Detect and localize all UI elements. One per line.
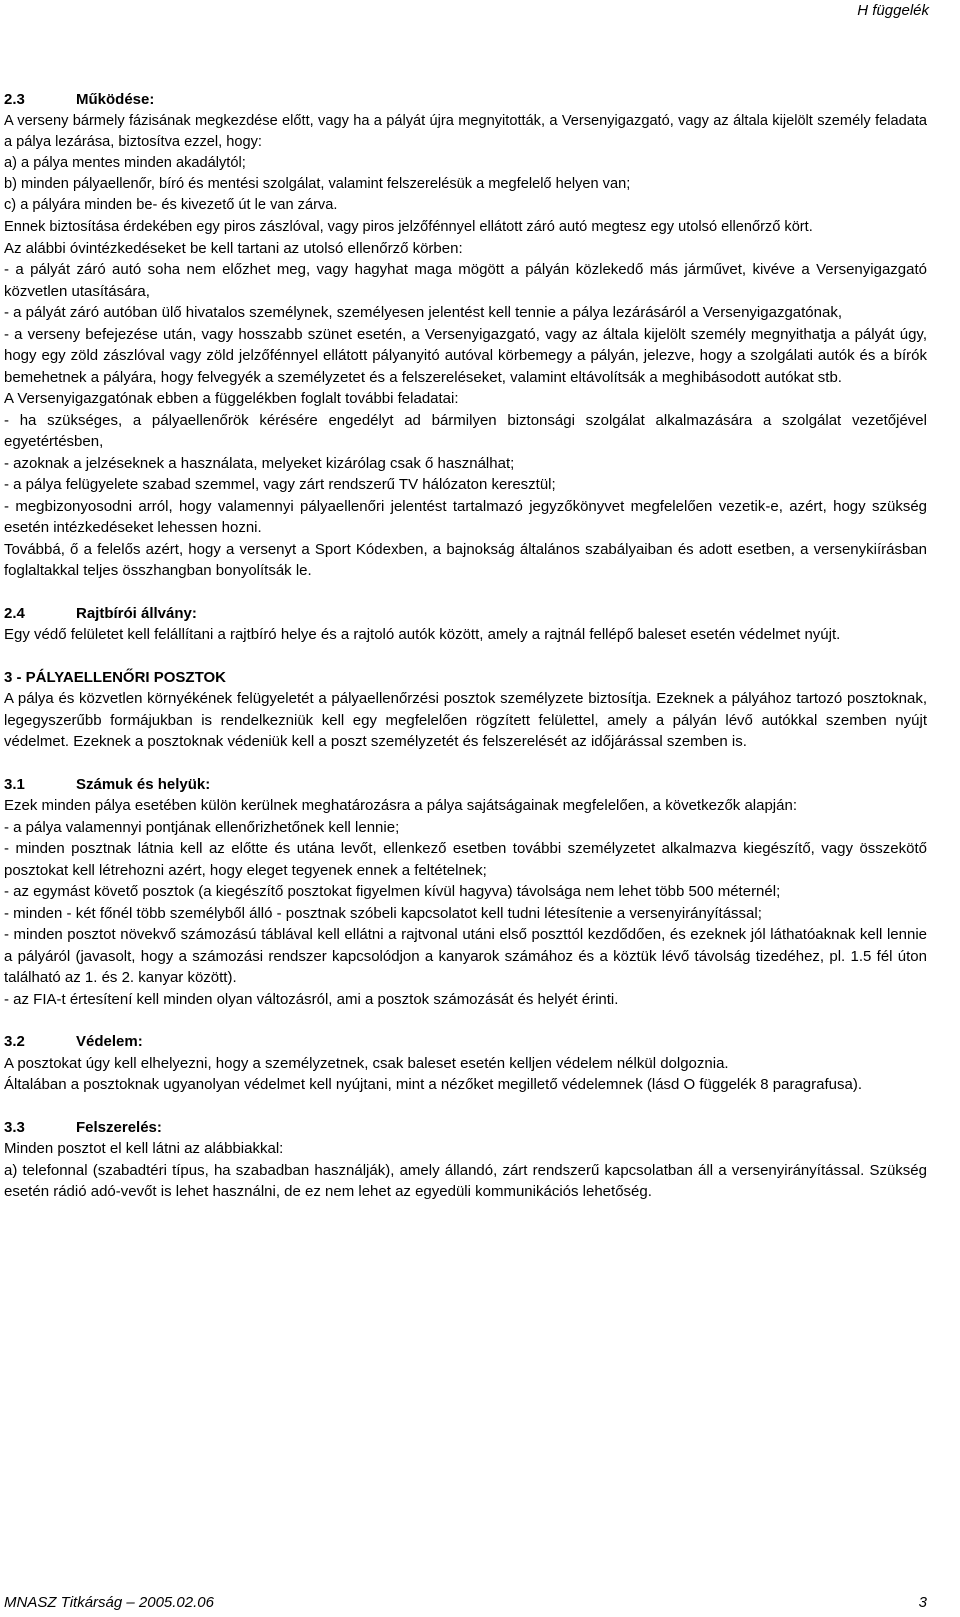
section-title: 3 - PÁLYAELLENŐRI POSZTOK bbox=[4, 668, 226, 686]
paragraph: A verseny bármely fázisának megkezdése előtt, vagy ha a pályát újra megnyitották, a Versenyigazgató, vagy az általa kijelölt személy feladata a pálya lezárása, biztosítva ezzel, hogy: bbox=[4, 112, 927, 150]
section-number: 3.1 bbox=[4, 775, 25, 793]
paragraph: Egy védő felületet kell felállítani a rajtbíró helye és a rajtoló autók között, amely a rajtnál fellépő baleset esetén védelmet nyújt. bbox=[4, 626, 841, 644]
section-title: Felszerelés: bbox=[76, 1118, 162, 1136]
footer-publisher-date: MNASZ Titkárság – 2005.02.06 bbox=[4, 1594, 214, 1611]
paragraph: Ezek minden pálya esetében külön kerülnek meghatározásra a pálya sajátságainak megfelelően, a következők alapján: bbox=[4, 797, 797, 815]
section-2-3-body bbox=[4, 111, 927, 238]
document-body bbox=[4, 89, 927, 1203]
page-footer bbox=[4, 1594, 927, 1612]
section-number: 3.2 bbox=[4, 1033, 25, 1051]
list-item: - a verseny befejezése után, vagy hosszabb szünet esetén, a Versenyigazgató, vagy az általa kijelölt személy megnyithatja a pályát úgy, hogy egy zöld zászlóval vagy zöld jelzőfénnyel ellátott pályanyitó autóval körbemegy a pályán, jelezve, hogy a szolgálati autók és a bírók bemehetnek a pályára, hogy felvegyék a személyzetet és a felszereléseket, valamint eltávolítsák a meghibásodott autókat stb. bbox=[4, 325, 927, 386]
paragraph: A posztokat úgy kell elhelyezni, hogy a személyzetnek, csak baleset esetén kelljen védelem nélkül dolgoznia. bbox=[4, 1054, 729, 1072]
list-item: b) minden pályaellenőr, bíró és mentési szolgálat, valamint felszerelésük a megfelelő helyen van; bbox=[4, 176, 631, 193]
paragraph: Általában a posztoknak ugyanolyan védelmet kell nyújtani, mint a nézőket megillető védelemnek (lásd O függelék 8 paragrafusa). bbox=[4, 1076, 862, 1094]
list-item: - a pályát záró autóban ülő hivatalos személynek, személyesen jelentést kell tennie a pálya lezárásáról a Versenyigazgatónak, bbox=[4, 304, 842, 322]
section-heading-2-3 bbox=[4, 89, 927, 111]
section-heading-3-2 bbox=[4, 1031, 927, 1053]
list-item: - a pálya valamennyi pontjának ellenőrizhetőnek kell lennie; bbox=[4, 818, 400, 836]
list-item: - minden posztot növekvő számozású táblával kell ellátni a rajtvonal utáni első poszttól kezdődően, és ezeknek jól láthatóaknak kell lennie a pályáról (javasolt, hogy a számozási rendszer kapcsolódjon a kanyarok számához és a köztük lévő távolság tizedéhez, pl. 1.5 fél úton található az 1. és 2. kanyar között). bbox=[4, 926, 927, 987]
list-item: - a pályát záró autó soha nem előzhet meg, vagy hagyhat maga mögött a pályán közlekedő más járművet, kivéve a Versenyigazgató közvetlen utasítására, bbox=[4, 261, 927, 300]
chapter-heading-3 bbox=[4, 667, 927, 689]
list-item: a) telefonnal (szabadtéri típus, ha szabadban használják), amely állandó, zárt rendszerű kapcsolatban áll a versenyirányítással. Szükség esetén rádió adó-vevőt is lehet használni, de ez nem lehet az egyedüli kommunikációs lehetőség. bbox=[4, 1161, 927, 1201]
section-number: 2.4 bbox=[4, 604, 25, 622]
list-item: - az egymást követő posztok (a kiegészítő posztokat figyelmen kívül hagyva) távolsága nem lehet több 500 méternél; bbox=[4, 883, 781, 901]
section-title: Számuk és helyük: bbox=[76, 775, 211, 793]
section-heading-3-1 bbox=[4, 774, 927, 796]
section-number: 3.3 bbox=[4, 1118, 25, 1136]
paragraph: Az alábbi óvintézkedéseket be kell tartani az utolsó ellenőrző körben: bbox=[4, 239, 463, 257]
page-header: H függelék bbox=[857, 2, 929, 19]
list-item: - megbizonyosodni arról, hogy valamennyi pályaellenőri jelentést tartalmazó jegyzőkönyvet megfelelően vezetik-e, azért, hogy szükség esetén intézkedéseket lehessen hozni. bbox=[4, 497, 927, 537]
paragraph: Minden posztot el kell látni az alábbiakkal: bbox=[4, 1140, 284, 1158]
list-item: - minden - két főnél több személyből álló - posztnak szóbeli kapcsolatot kell tudni létesítenie a versenyirányítással; bbox=[4, 904, 762, 922]
page-number: 3 bbox=[918, 1594, 927, 1611]
list-item: - azoknak a jelzéseknek a használata, melyeket kizárólag csak ő használhat; bbox=[4, 454, 515, 472]
list-item: - a pálya felügyelete szabad szemmel, vagy zárt rendszerű TV hálózaton keresztül; bbox=[4, 476, 556, 494]
section-title: Rajtbírói állvány: bbox=[76, 604, 197, 622]
list-item: - ha szükséges, a pályaellenőrök kérésére engedélyt ad bármilyen biztonsági szolgálat alkalmazására a szolgálat vezetőjével egyetértésben, bbox=[4, 411, 927, 451]
list-item: - az FIA-t értesítení kell minden olyan változásról, ami a posztok számozását és helyét érinti. bbox=[4, 990, 619, 1008]
paragraph: A Versenyigazgatónak ebben a függelékben foglalt további feladatai: bbox=[4, 390, 459, 408]
paragraph: Továbbá, ő a felelős azért, hogy a versenyt a Sport Kódexben, a bajnokság általános szabályaiban és adott esetben, a versenykiírásban foglaltakkal teljes összhangban bonyolítsák le. bbox=[4, 540, 927, 580]
section-number: 2.3 bbox=[4, 91, 25, 108]
section-title: Működése: bbox=[76, 91, 155, 108]
section-title: Védelem: bbox=[76, 1033, 143, 1051]
section-heading-2-4 bbox=[4, 603, 927, 625]
paragraph: Ennek biztosítása érdekében egy piros zászlóval, vagy piros jelzőfénnyel ellátott záró autó megtesz egy utolsó ellenőrző kört. bbox=[4, 218, 813, 235]
section-heading-3-3 bbox=[4, 1117, 927, 1139]
list-item: a) a pálya mentes minden akadálytól; bbox=[4, 154, 246, 171]
list-item: - minden posztnak látnia kell az előtte és utána levőt, ellenkező esetben további személyzetet alkalmazva kiegészítő, vagy összekötő posztokat kell létrehozni azért, hogy eleget tegyenek ennek a feltételnek; bbox=[4, 840, 927, 879]
paragraph: A pálya és közvetlen környékének felügyeletét a pályaellenőrzési posztok személyzete biztosítja. Ezeknek a pályához tartozó posztoknak, legegyszerűbb formájukban is rendelkezniük kell egy megfelelően rögzített felülettel, amely a pályán lévő autókkal szemben nyújt védelmet. Ezeknek a posztoknak védeniük kell a poszt személyzetét és felszerelését az időjárással szemben is. bbox=[4, 690, 927, 751]
list-item: c) a pályára minden be- és kivezető út le van zárva. bbox=[4, 197, 338, 214]
